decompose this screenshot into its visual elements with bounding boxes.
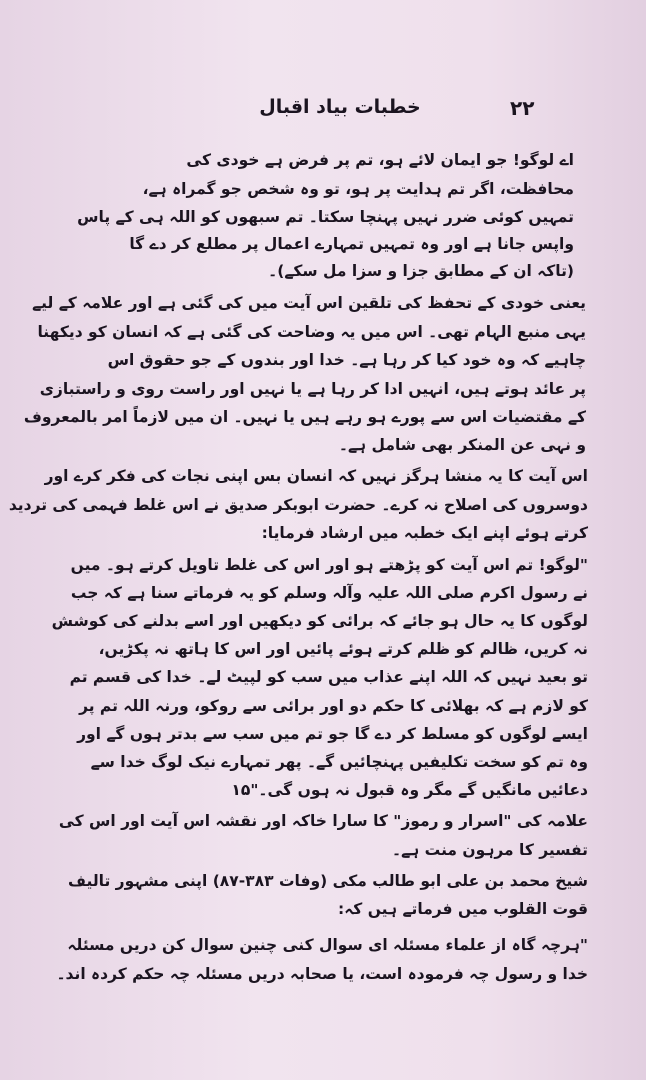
text-line: (تاکہ ان کے مطابق جزا و سزا مل سکے)۔	[268, 262, 574, 280]
text-line: محافظت، اگر تم ہدایت پر ہو، تو وہ شخص جو گمراہ ہے،	[142, 180, 574, 198]
text-line: نہ کریں، ظالم کو ظلم کرتے ہوئے پائیں اور اس کا ہاتھ نہ پکڑیں،	[98, 640, 588, 658]
text-line: پر عائد ہوتے ہیں، انہیں ادا کر رہا ہے یا نہیں اور راست روی و راستبازی	[39, 380, 586, 398]
text-line: ایسے لوگوں کو مسلط کر دے گا جو تم میں سب سے بدتر ہوں گے اور	[77, 725, 588, 743]
text-line: کو لازم ہے کہ بھلائی کا حکم دو اور برائی سے روکو، ورنہ اللہ تم پر	[79, 697, 588, 715]
text-line: واپس جانا ہے اور وہ تمہیں تمہارے اعمال پر مطلع کر دے گا	[129, 235, 574, 253]
text-line: خدا و رسول چہ فرمودہ است، یا صحابہ دریں مسئلہ چہ حکم کردہ اند۔	[56, 965, 588, 983]
text-line: شیخ محمد بن علی ابو طالب مکی (وفات ۳۸۳-۸۷) اپنی مشہور تالیف	[68, 872, 588, 890]
text-line: وہ تم کو سخت تکلیفیں پہنچائیں گے۔ پھر تمہارے نیک لوگ خدا سے	[90, 753, 588, 771]
text-line: یعنی خودی کے تحفظ کی تلقین اس آیت میں کی گئی ہے اور علامہ کے لیے	[32, 294, 586, 312]
text-line: کے مقتضیات اس سے پورے ہو رہے ہیں یا نہیں۔ ان میں لازماً امر بالمعروف	[23, 408, 586, 426]
text-line: تمہیں کوئی ضرر نہیں پہنچا سکتا۔ تم سبھوں کو اللہ ہی کے پاس	[77, 208, 574, 226]
text-line: چاہیے کہ وہ خود کیا کر رہا ہے۔ خدا اور بندوں کے جو حقوق اس	[107, 351, 586, 369]
text-line: دوسروں کی اصلاح نہ کرے۔ حضرت ابوبکر صدیق نے اس غلط فہمی کی تردید	[8, 496, 588, 514]
text-line: قوت القلوب میں فرماتے ہیں کہ:	[338, 900, 588, 918]
text-line: تفسیر کا مرہون منت ہے۔	[392, 841, 588, 859]
text-line: تو بعید نہیں کہ اللہ اپنے عذاب میں سب کو لپیٹ لے۔ خدا کی قسم تم	[69, 668, 588, 686]
text-line: "لوگو! تم اس آیت کو پڑھتے ہو اور اس کی غلط تاویل کرتے ہو۔ میں	[70, 556, 588, 574]
text-line: کرتے ہوئے اپنے ایک خطبہ میں ارشاد فرمایا:	[261, 524, 588, 542]
text-line: لوگوں کا یہ حال ہو جائے کہ برائی کو دیکھیں اور اسے بدلنے کی کوشش	[51, 612, 588, 630]
text-line: اس آیت کا یہ منشا ہرگز نہیں کہ انسان بس اپنی نجات کی فکر کرے اور	[44, 467, 588, 485]
page-number: ۲۲	[510, 96, 535, 120]
text-line: اے لوگو! جو ایمان لائے ہو، تم پر فرض ہے خودی کی	[186, 151, 574, 169]
page-header	[0, 96, 646, 126]
text-line: و نہی عن المنکر بھی شامل ہے۔	[338, 436, 586, 454]
running-title: خطبات بیاد اقبال	[259, 96, 421, 118]
text-line: نے رسول اکرم صلی اللہ علیہ وآلہ وسلم کو یہ فرماتے سنا ہے کہ جب	[70, 584, 588, 602]
text-line: "ہرچہ گاہ از علماء مسئلہ ای سوال کنی چنین سوال کن دریں مسئلہ	[67, 936, 588, 954]
text-line: علامہ کی "اسرار و رموز" کا سارا خاکہ اور نقشہ اس آیت اور اس کی	[58, 812, 588, 830]
text-line: یہی منبع الہام تھی۔ اس میں یہ وضاحت کی گئی ہے کہ انسان کو دیکھنا	[37, 323, 586, 341]
text-line: دعائیں مانگیں گے مگر وہ قبول نہ ہوں گی۔"۱۵	[231, 781, 588, 799]
